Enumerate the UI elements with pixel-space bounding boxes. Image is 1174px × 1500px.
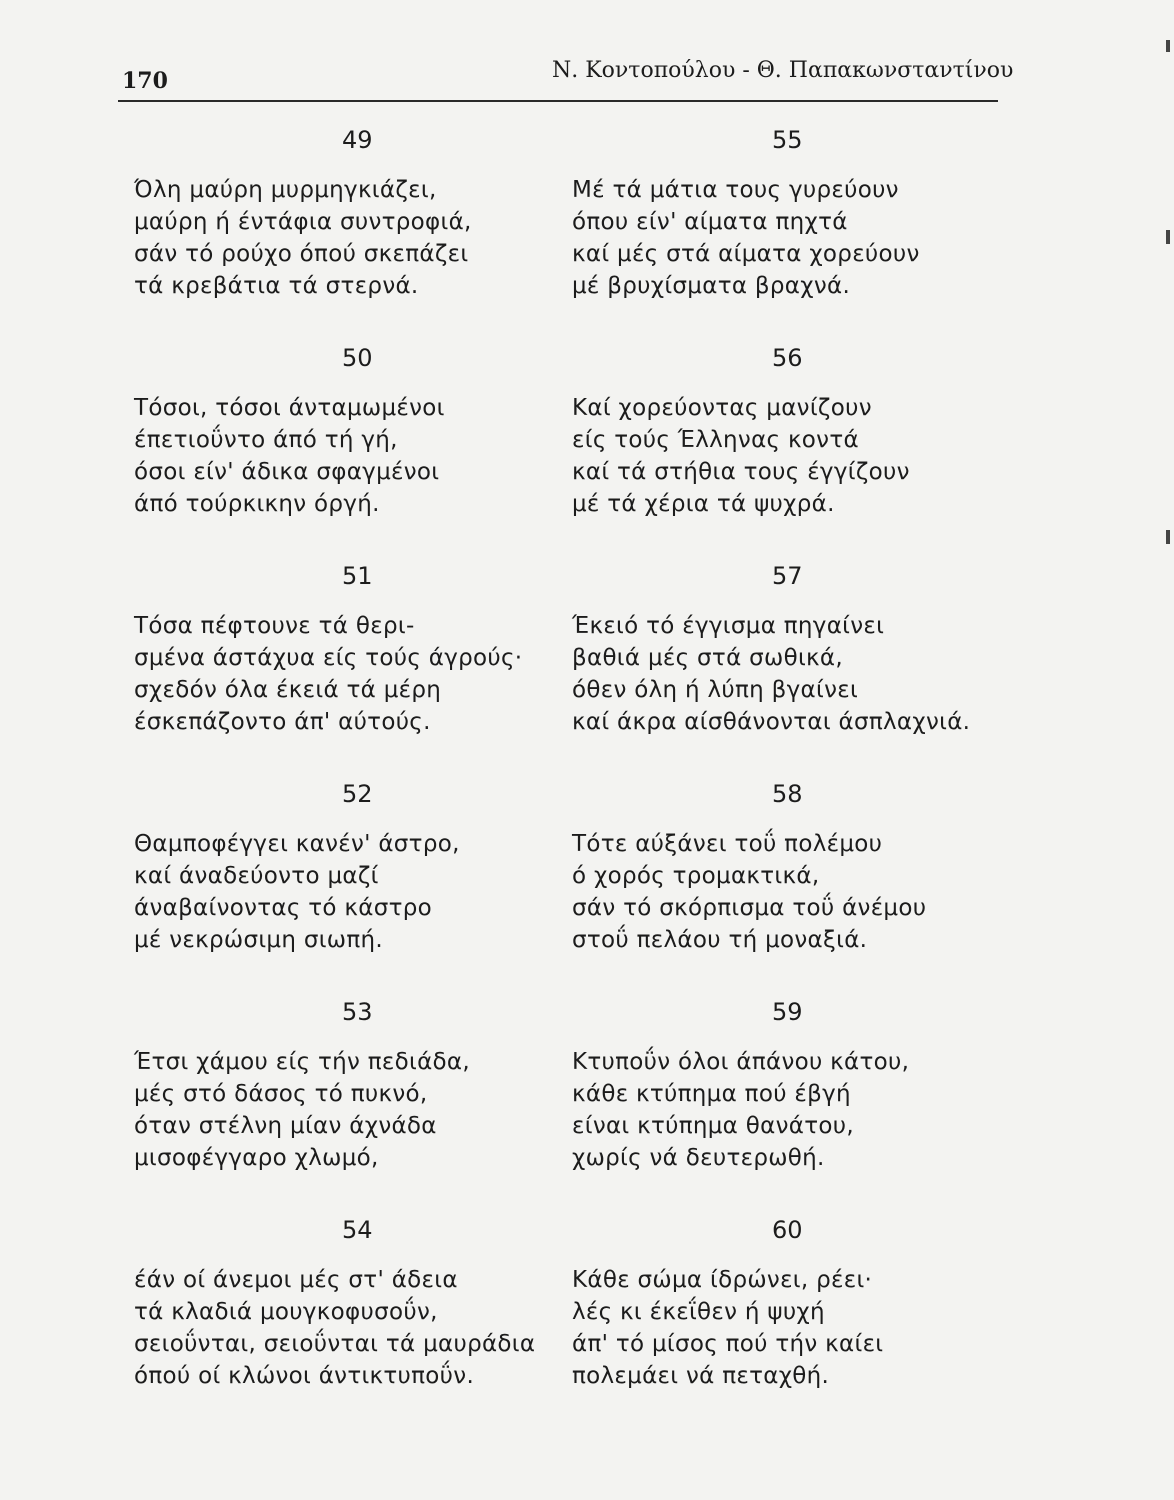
stanza-number: 55 (772, 126, 803, 154)
stanza (134, 774, 574, 992)
verse-line: καί άναδεύοντο μαζί (134, 863, 379, 889)
stanza-number: 60 (772, 1216, 803, 1244)
verse-line: σάν τό ρούχο όπού σκεπάζει (134, 241, 469, 267)
stanza (134, 992, 574, 1210)
verse-line: μές στό δάσος τό πυκνό, (134, 1081, 428, 1107)
verse-line: μέ τά χέρια τά ψυχρά. (572, 491, 835, 517)
verse-line: Κτυποΰν όλοι άπάνου κάτου, (572, 1049, 910, 1075)
verse-line: Μέ τά μάτια τους γυρεύουν (572, 177, 899, 203)
verse-line: ό χορός τρομακτικά, (572, 863, 820, 889)
verse-line: Έκειό τό έγγισμα πηγαίνει (572, 613, 885, 639)
stanza (572, 774, 992, 992)
header-rule (118, 100, 998, 102)
verse-line: Καί χορεύοντας μανίζουν (572, 395, 872, 421)
stanza-number: 50 (342, 344, 373, 372)
verse-line: καί τά στήθια τους έγγίζουν (572, 459, 910, 485)
verse-line: Τότε αύξάνει τοΰ πολέμου (572, 831, 883, 857)
stanza-number: 56 (772, 344, 803, 372)
page-number: 170 (122, 68, 168, 94)
verse-line: όταν στέλνη μίαν άχνάδα (134, 1113, 437, 1139)
verse-line: πολεμάει νά πεταχθή. (572, 1363, 830, 1389)
verse-line: Τόσοι, τόσοι άνταμωμένοι (134, 395, 445, 421)
verse-line: άπ' τό μίσος πού τήν καίει (572, 1331, 884, 1357)
stanza-number: 58 (772, 780, 803, 808)
verse-line: έσκεπάζοντο άπ' αύτούς. (134, 709, 431, 735)
verse-line: άπό τούρκικην όργή. (134, 491, 380, 517)
verse-line: τά κλαδιά μουγκοφυσοΰν, (134, 1299, 438, 1325)
stanza-number: 51 (342, 562, 373, 590)
stanza (134, 338, 574, 556)
stanza (572, 1210, 992, 1428)
verse-line: μέ βρυχίσματα βραχνά. (572, 273, 851, 299)
verse-line: έάν οί άνεμοι μές στ' άδεια (134, 1267, 458, 1293)
verse-line: καί μές στά αίματα χορεύουν (572, 241, 920, 267)
stanza-number: 49 (342, 126, 373, 154)
verse-line: σχεδόν όλα έκειά τά μέρη (134, 677, 442, 703)
verse-line: χωρίς νά δευτερωθή. (572, 1145, 825, 1171)
verse-line: Θαμποφέγγει κανέν' άστρο, (134, 831, 460, 857)
verse-line: σάν τό σκόρπισμα τοΰ άνέμου (572, 895, 927, 921)
verse-line: μέ νεκρώσιμη σιωπή. (134, 927, 384, 953)
verse-line: είς τούς Έλληνας κοντά (572, 427, 859, 453)
stanza (572, 338, 992, 556)
verse-line: Τόσα πέφτουνε τά θερι- (134, 613, 415, 639)
verse-line: είναι κτύπημα θανάτου, (572, 1113, 854, 1139)
stanza-number: 59 (772, 998, 803, 1026)
verse-line: Κάθε σώμα ίδρώνει, ρέει· (572, 1267, 873, 1293)
edge-mark (1166, 40, 1170, 52)
left-column (134, 120, 574, 1428)
stanza-number: 52 (342, 780, 373, 808)
stanza-number: 54 (342, 1216, 373, 1244)
verse-line: βαθιά μές στά σωθικά, (572, 645, 843, 671)
stanza (134, 556, 574, 774)
stanza (134, 120, 574, 338)
right-column (572, 120, 992, 1428)
stanza-number: 53 (342, 998, 373, 1026)
verse-line: όθεν όλη ή λύπη βγαίνει (572, 677, 859, 703)
verse-line: Όλη μαύρη μυρμηγκιάζει, (134, 177, 437, 203)
running-title: Ν. Κοντοπούλου - Θ. Παπακωνσταντίνου (552, 58, 1014, 83)
verse-line: όπού οί κλώνοι άντικτυποΰν. (134, 1363, 475, 1389)
stanza (572, 556, 992, 774)
edge-mark (1166, 530, 1170, 544)
verse-line: λές κι έκεΐθεν ή ψυχή (572, 1299, 825, 1325)
verse-line: όπου είν' αίματα πηχτά (572, 209, 848, 235)
verse-line: μαύρη ή έντάφια συντροφιά, (134, 209, 472, 235)
verse-line: στοΰ πελάου τή μοναξιά. (572, 927, 868, 953)
stanza (134, 1210, 574, 1428)
verse-line: κάθε κτύπημα πού έβγή (572, 1081, 851, 1107)
stanza (572, 120, 992, 338)
verse-line: καί άκρα αίσθάνονται άσπλαχνιά. (572, 709, 971, 735)
verse-line: μισοφέγγαρο χλωμό, (134, 1145, 379, 1171)
verse-line: σειοΰνται, σειοΰνται τά μαυράδια (134, 1331, 536, 1357)
edge-mark (1166, 230, 1170, 244)
verse-line: σμένα άστάχυα είς τούς άγρούς· (134, 645, 523, 671)
verse-line: όσοι είν' άδικα σφαγμένοι (134, 459, 440, 485)
verse-line: έπετιοΰντο άπό τή γή, (134, 427, 398, 453)
verse-line: άναβαίνοντας τό κάστρο (134, 895, 433, 921)
verse-line: τά κρεβάτια τά στερνά. (134, 273, 419, 299)
stanza-number: 57 (772, 562, 803, 590)
verse-line: Έτσι χάμου είς τήν πεδιάδα, (134, 1049, 470, 1075)
stanza (572, 992, 992, 1210)
